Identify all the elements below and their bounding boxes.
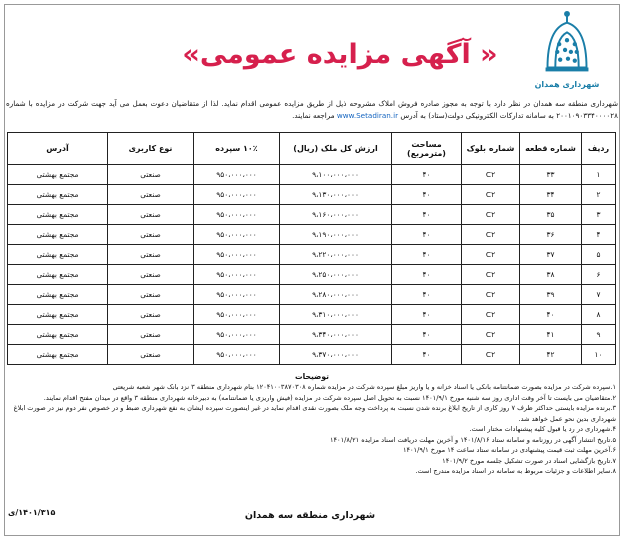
table-cell: مجتمع بهشتی xyxy=(8,225,108,245)
table-cell: ۹،۲۵۰،۰۰۰،۰۰۰ xyxy=(280,265,392,285)
table-cell: ۳۶ xyxy=(520,225,582,245)
table-cell: ۴۰ xyxy=(392,205,462,225)
page-title: « آگهی مزایده عمومی» xyxy=(182,39,498,70)
table-cell: ۴۰ xyxy=(392,285,462,305)
column-header: نوع کاربری xyxy=(108,133,194,165)
table-cell: ۴۰ xyxy=(520,305,582,325)
table-cell: ۳۸ xyxy=(520,265,582,285)
municipality-logo-icon xyxy=(528,8,606,88)
table-cell: ۹،۳۴۰،۰۰۰،۰۰۰ xyxy=(280,325,392,345)
intro-line-2a: می آید جهت شرکت در مزایده با شماره ۲۰۰۱۰۹۰۳۳۴۰۰۰۰۲۸ به سامانه تدارکات الکترونیکی دولت(ستاد) به آدرس xyxy=(6,99,618,120)
table-cell: ۹ xyxy=(582,325,616,345)
table-cell: مجتمع بهشتی xyxy=(8,265,108,285)
column-header: مساحت (مترمربع) xyxy=(392,133,462,165)
notes-section xyxy=(8,371,616,477)
table-cell: ۹،۲۸۰،۰۰۰،۰۰۰ xyxy=(280,285,392,305)
table-cell: ۹،۲۲۰،۰۰۰،۰۰۰ xyxy=(280,245,392,265)
table-row xyxy=(8,325,616,345)
table-cell: ۶ xyxy=(582,265,616,285)
table-cell: مجتمع بهشتی xyxy=(8,345,108,365)
table-cell: ۴۰ xyxy=(392,305,462,325)
table-body xyxy=(8,165,616,365)
table-cell: C۲ xyxy=(462,345,520,365)
table-cell: ۹،۳۷۰،۰۰۰،۰۰۰ xyxy=(280,345,392,365)
table-cell: ۹،۱۰۰،۰۰۰،۰۰۰ xyxy=(280,165,392,185)
table-cell: ۱۰ xyxy=(582,345,616,365)
table-cell: مجتمع بهشتی xyxy=(8,165,108,185)
table-cell: ۹۵۰،۰۰۰،۰۰۰ xyxy=(194,165,280,185)
table-cell: ۴۲ xyxy=(520,345,582,365)
table-cell: صنعتی xyxy=(108,265,194,285)
column-header: آدرس xyxy=(8,133,108,165)
table-cell: C۲ xyxy=(462,325,520,345)
note-item: ۱.سپرده شرکت در مزایده بصورت ضمانتنامه بانکی یا اسناد خزانه و یا واریز مبلغ سپرده شرکت در مزایده شماره ۱۲۰۴۱۰۰۳۸۷۰۳۰۸ بنام شهرداری منطقه ۳ نزد بانک شهر شعبه شریعتی xyxy=(112,383,616,391)
table-cell: C۲ xyxy=(462,305,520,325)
table-cell: ۹۵۰،۰۰۰،۰۰۰ xyxy=(194,285,280,305)
table-cell: ۹۵۰،۰۰۰،۰۰۰ xyxy=(194,305,280,325)
table-cell: ۹۵۰،۰۰۰،۰۰۰ xyxy=(194,225,280,245)
table-cell: C۲ xyxy=(462,225,520,245)
table-cell: ۴ xyxy=(582,225,616,245)
table-cell: ۴۰ xyxy=(392,165,462,185)
table-cell: C۲ xyxy=(462,185,520,205)
table-cell: C۲ xyxy=(462,165,520,185)
table-cell: ۹،۱۶۰،۰۰۰،۰۰۰ xyxy=(280,205,392,225)
table-cell: C۲ xyxy=(462,245,520,265)
table-cell: ۳۴ xyxy=(520,185,582,205)
table-row xyxy=(8,225,616,245)
table-row xyxy=(8,345,616,365)
table-cell: C۲ xyxy=(462,205,520,225)
intro-line-2b: مراجعه نمایند. xyxy=(292,111,335,120)
intro-line-1: شهرداری منطقه سه همدان در نظر دارد با توجه به مجوز صادره فروش املاک مشروحه ذیل از طریق مزایده عمومی اقدام نماید. لذا از متقاضیان دعوت بعمل xyxy=(132,99,619,108)
table-cell: C۲ xyxy=(462,285,520,305)
table-cell: صنعتی xyxy=(108,285,194,305)
table-header-row xyxy=(8,133,616,165)
column-header: ارزش کل ملک (ریال) xyxy=(280,133,392,165)
table-cell: ۹،۳۱۰،۰۰۰،۰۰۰ xyxy=(280,305,392,325)
table-cell: ۲ xyxy=(582,185,616,205)
table-cell: صنعتی xyxy=(108,225,194,245)
table-cell: صنعتی xyxy=(108,205,194,225)
note-item: ۲.متقاضیان می بایست تا آخر وقت اداری روز سه شنبه مورخ ۱۴۰۱/۹/۱ نسبت به تحویل اصل سپرده شرکت در مزایده (فیش واریزی یا ضمانتنامه) به دبیرخانه شهرداری منطقه ۳ واقع در میدان مفتح اقدام نمایند. xyxy=(43,393,616,402)
table-cell: ۹،۱۳۰،۰۰۰،۰۰۰ xyxy=(280,185,392,205)
table-cell: ۴۰ xyxy=(392,325,462,345)
table-cell: ۹۵۰،۰۰۰،۰۰۰ xyxy=(194,185,280,205)
column-header: شماره بلوک xyxy=(462,133,520,165)
table-cell: ۴۱ xyxy=(520,325,582,345)
table-cell: ۹۵۰،۰۰۰،۰۰۰ xyxy=(194,325,280,345)
table-cell: مجتمع بهشتی xyxy=(8,205,108,225)
table-cell: ۱ xyxy=(582,165,616,185)
table-cell: مجتمع بهشتی xyxy=(8,325,108,345)
table-cell: ۳۵ xyxy=(520,205,582,225)
table-cell: صنعتی xyxy=(108,185,194,205)
column-header: ردیف xyxy=(582,133,616,165)
table-cell: صنعتی xyxy=(108,325,194,345)
table-cell: ۳۷ xyxy=(520,245,582,265)
table-cell: صنعتی xyxy=(108,305,194,325)
notice-code: ۱۴۰۱/۳۱۵/ی xyxy=(8,508,56,517)
column-header: شماره قطعه xyxy=(520,133,582,165)
table-cell: صنعتی xyxy=(108,245,194,265)
note-item: ۳.برنده مزایده بایستی حداکثر ظرف ۷ روز کاری از تاریخ ابلاغ برنده شدن نسبت به پرداخت وجه ملک بصورت نقدی اقدام نماید در غیر اینصورت سپرده ایشان به نفع شهرداری ضبط و در خصوص نفر دوم نیز در صورت ابلاغ شهرداری بدین نحو عمل خواهد شد. xyxy=(13,404,616,423)
table-cell: ۴۰ xyxy=(392,265,462,285)
table-cell: ۴۰ xyxy=(392,245,462,265)
note-item: ۴.شهرداری در رد یا قبول کلیه پیشنهادات مختار است. xyxy=(469,425,616,433)
notes-list xyxy=(8,382,616,477)
table-row xyxy=(8,165,616,185)
table-cell: ۸ xyxy=(582,305,616,325)
table-cell: مجتمع بهشتی xyxy=(8,245,108,265)
table-cell: ۵ xyxy=(582,245,616,265)
properties-table xyxy=(7,132,616,365)
table-row xyxy=(8,205,616,225)
table-cell: مجتمع بهشتی xyxy=(8,185,108,205)
table-cell: ۴۰ xyxy=(392,345,462,365)
table-row xyxy=(8,245,616,265)
table-cell: ۳۹ xyxy=(520,285,582,305)
table-cell: ۹۵۰،۰۰۰،۰۰۰ xyxy=(194,245,280,265)
note-item: ۷.تاریخ بازگشایی اسناد در صورت تشکیل جلسه مورخ ۱۴۰۱/۹/۲ xyxy=(442,456,616,465)
note-item: ۵.تاریخ انتشار آگهی در روزنامه و سامانه ستاد ۱۴۰۱/۸/۱۶ و آخرین مهلت دریافت اسناد مزایده ۱۴۰۱/۸/۲۱ xyxy=(329,435,616,444)
table-cell: ۹۵۰،۰۰۰،۰۰۰ xyxy=(194,345,280,365)
table-row xyxy=(8,185,616,205)
table-row xyxy=(8,285,616,305)
table-cell: مجتمع بهشتی xyxy=(8,305,108,325)
note-item: ۸.سایر اطلاعات و جزئیات مربوط به سامانه در اسناد مزایده مندرج است. xyxy=(415,467,616,475)
note-item: ۶.آخرین مهلت ثبت قیمت پیشنهادی در سامانه ستاد ساعت ۱۴ مورخ ۱۴۰۱/۹/۱ xyxy=(402,446,616,454)
table-cell: صنعتی xyxy=(108,345,194,365)
table-cell: ۷ xyxy=(582,285,616,305)
table-cell: C۲ xyxy=(462,265,520,285)
table-cell: ۹،۱۹۰،۰۰۰،۰۰۰ xyxy=(280,225,392,245)
table-cell: ۴۰ xyxy=(392,185,462,205)
column-header: ۱۰٪ سپرده xyxy=(194,133,280,165)
logo-caption: شهرداری همدان xyxy=(534,80,600,89)
notes-title: توضیحات xyxy=(294,372,329,381)
table-cell: ۴۰ xyxy=(392,225,462,245)
intro-paragraph xyxy=(6,98,618,122)
table-cell: ۳۳ xyxy=(520,165,582,185)
table-cell: ۹۵۰،۰۰۰،۰۰۰ xyxy=(194,265,280,285)
table-cell: ۳ xyxy=(582,205,616,225)
table-cell: مجتمع بهشتی xyxy=(8,285,108,305)
table-row xyxy=(8,305,616,325)
setad-link[interactable]: www.Setadiran.ir xyxy=(336,111,399,120)
table-cell: صنعتی xyxy=(108,165,194,185)
table-row xyxy=(8,265,616,285)
issuing-organization: شهرداری منطقه سه همدان xyxy=(244,510,376,521)
table-cell: ۹۵۰،۰۰۰،۰۰۰ xyxy=(194,205,280,225)
